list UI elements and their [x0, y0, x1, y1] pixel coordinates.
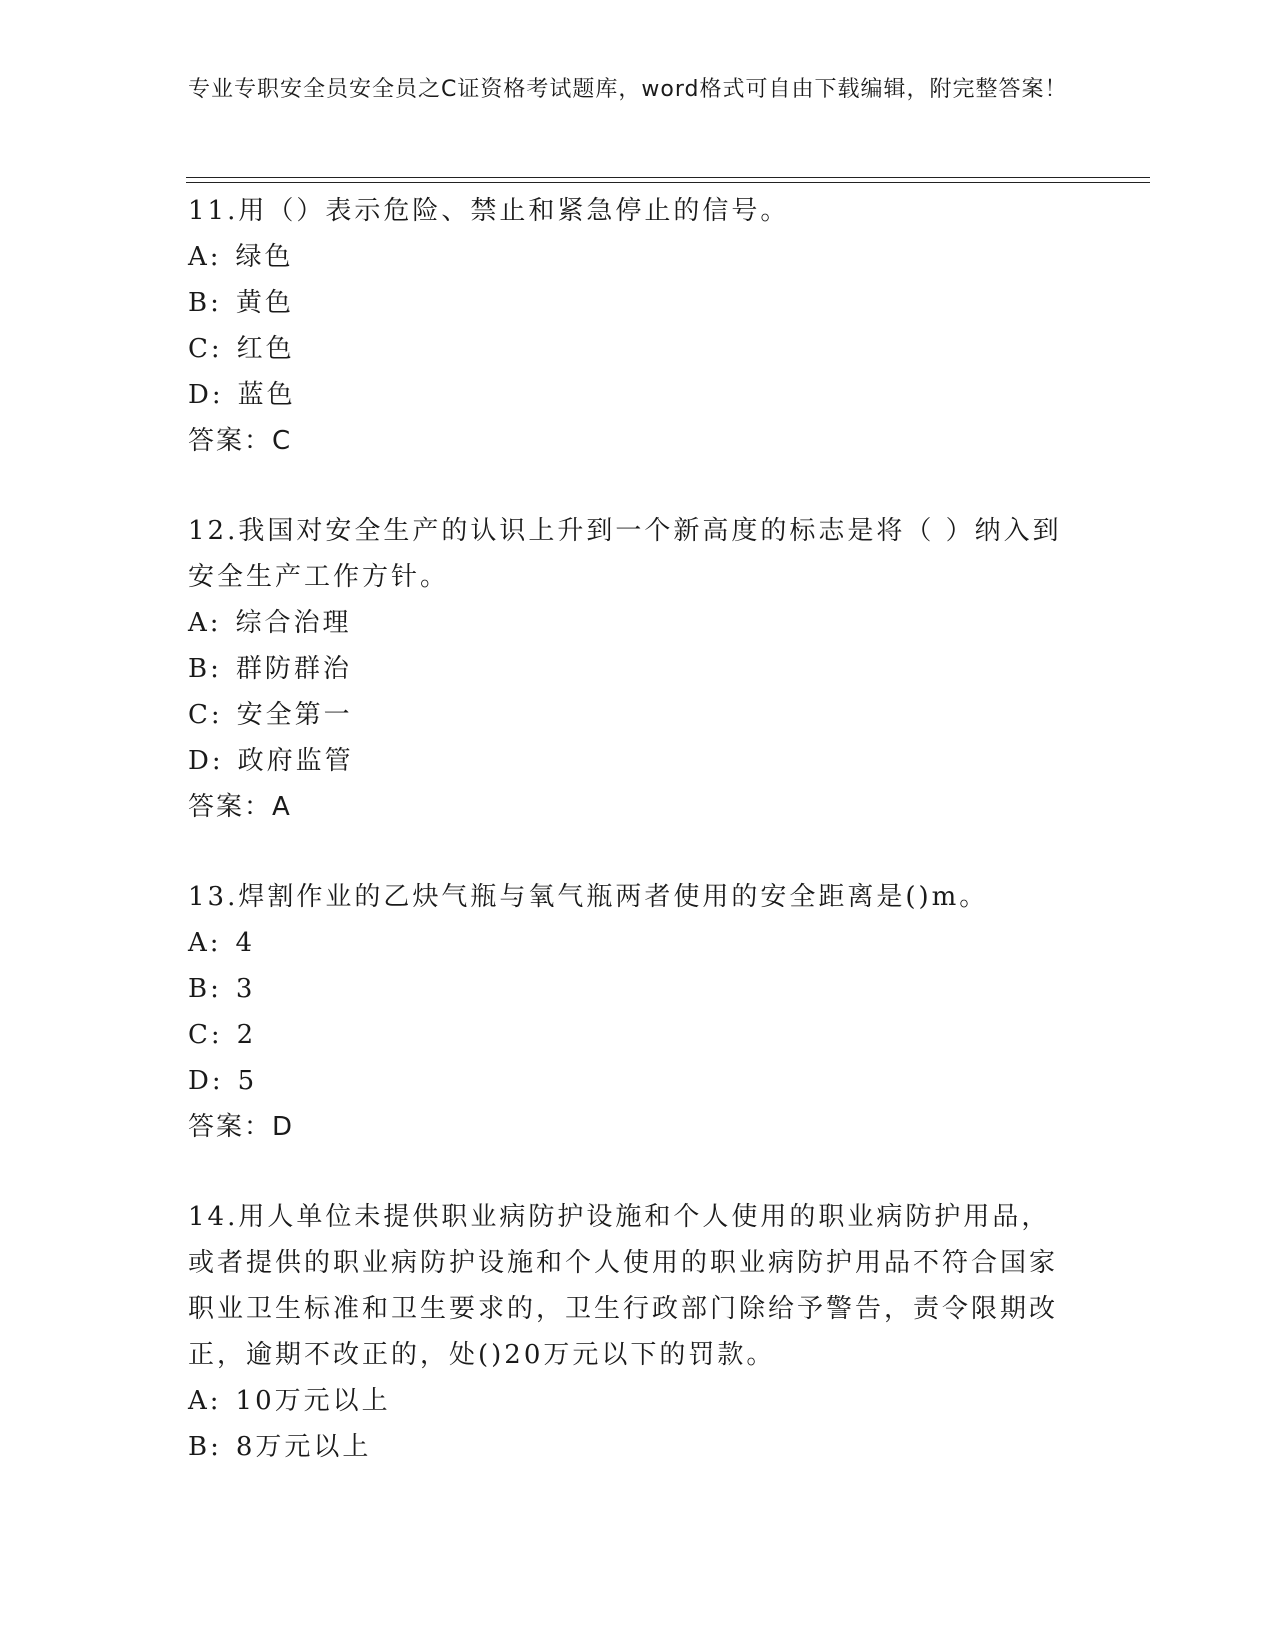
question-stem: 11.用（）表示危险、禁止和紧急停止的信号。 — [188, 196, 790, 226]
question-13 — [188, 874, 1068, 1150]
option-separator: : — [210, 334, 223, 364]
option-key: C — [188, 334, 211, 364]
option-separator: : — [210, 1020, 223, 1050]
option-c — [188, 1012, 1068, 1058]
option-c — [188, 692, 1068, 738]
option-key: D — [188, 1066, 212, 1096]
option-d — [188, 1058, 1068, 1104]
option-b — [188, 280, 1068, 326]
option-c — [188, 326, 1068, 372]
option-text: 8万元以上 — [235, 1432, 372, 1462]
option-d — [188, 372, 1068, 418]
option-text: 蓝色 — [237, 380, 296, 410]
answer-line: 答案：D — [188, 1112, 295, 1142]
option-key: C — [188, 700, 211, 730]
option-key: C — [188, 1020, 211, 1050]
option-key: D — [188, 380, 212, 410]
option-d — [188, 738, 1068, 784]
option-text: 5 — [237, 1066, 258, 1096]
option-text: 群防群治 — [235, 654, 352, 684]
option-separator: : — [211, 1066, 224, 1096]
option-text: 2 — [236, 1020, 257, 1050]
question-stem: 14.用人单位未提供职业病防护设施和个人使用的职业病防护用品，或者提供的职业病防护设施和个人使用的职业病防护用品不符合国家职业卫生标准和卫生要求的，卫生行政部门除给予警告，责令限期改正，逾期不改正的，处()20万元以下的罚款。 — [188, 1202, 1059, 1370]
option-a — [188, 920, 1068, 966]
option-separator: : — [210, 1432, 222, 1462]
option-key: D — [188, 746, 212, 776]
option-key: B — [188, 1432, 211, 1462]
option-text: 3 — [235, 974, 256, 1004]
option-key: B — [188, 654, 211, 684]
option-text: 安全第一 — [236, 700, 353, 730]
option-text: 绿色 — [235, 242, 294, 272]
option-key: A — [188, 1386, 210, 1416]
option-separator: : — [209, 928, 222, 958]
option-text: 红色 — [236, 334, 295, 364]
document-header: 专业专职安全员安全员之C证资格考试题库，word格式可自由下载编辑，附完整答案！ — [188, 77, 1068, 102]
option-key: A — [188, 608, 210, 638]
option-a — [188, 600, 1068, 646]
answer-line: 答案：C — [188, 426, 293, 456]
option-separator: : — [210, 288, 222, 318]
header-divider-top — [186, 177, 1150, 178]
option-text: 10万元以上 — [235, 1386, 391, 1416]
option-b — [188, 966, 1068, 1012]
question-12 — [188, 508, 1068, 830]
option-separator: : — [209, 608, 222, 638]
option-key: B — [188, 288, 211, 318]
question-stem: 12.我国对安全生产的认识上升到一个新高度的标志是将（ ）纳入到安全生产工作方针。 — [188, 516, 1062, 592]
option-text: 政府监管 — [237, 746, 354, 776]
option-separator: : — [209, 1386, 222, 1416]
option-separator: : — [210, 974, 222, 1004]
answer-line: 答案：A — [188, 792, 292, 822]
header-divider-bottom — [186, 182, 1150, 183]
option-text: 综合治理 — [235, 608, 352, 638]
option-key: A — [188, 928, 210, 958]
option-b — [188, 1424, 1068, 1470]
option-separator: : — [210, 700, 223, 730]
option-key: A — [188, 242, 210, 272]
question-11 — [188, 188, 1068, 464]
option-a — [188, 234, 1068, 280]
option-text: 黄色 — [235, 288, 294, 318]
option-separator: : — [211, 380, 224, 410]
question-14 — [188, 1194, 1068, 1470]
option-separator: : — [211, 746, 224, 776]
option-separator: : — [209, 242, 222, 272]
option-key: B — [188, 974, 211, 1004]
option-a — [188, 1378, 1068, 1424]
option-separator: : — [210, 654, 222, 684]
question-stem: 13.焊割作业的乙炔气瓶与氧气瓶两者使用的安全距离是()m。 — [188, 882, 989, 912]
option-b — [188, 646, 1068, 692]
option-text: 4 — [235, 928, 256, 958]
question-list — [188, 188, 1068, 1514]
